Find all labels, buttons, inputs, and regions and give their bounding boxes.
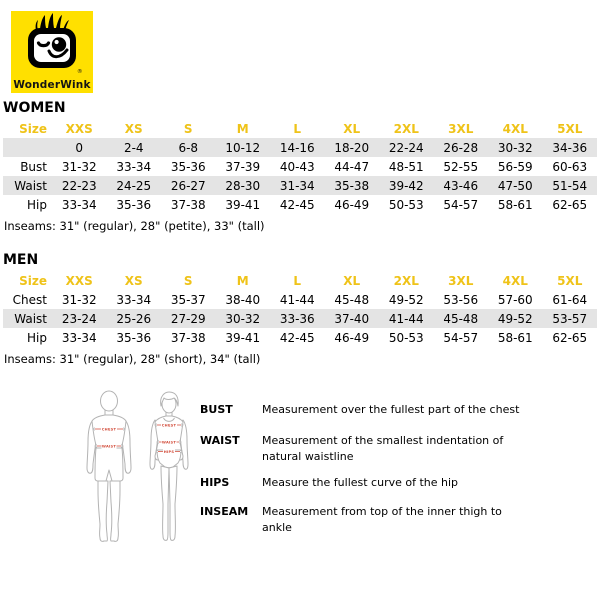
- row-label: Hip: [27, 330, 47, 345]
- male-shorts: [95, 448, 123, 481]
- table-cell: 31-32: [61, 159, 97, 174]
- table-cell: 31-32: [61, 292, 97, 307]
- women-size-table: [3, 119, 597, 214]
- definition-description: Measurement from top of the inner thigh to ankle: [262, 505, 502, 534]
- table-cell: 56-59: [497, 159, 533, 174]
- women-section: [3, 100, 597, 233]
- table-cell: 60-63: [552, 159, 588, 174]
- table-cell: 31-34: [279, 178, 315, 193]
- header-row: [3, 119, 597, 138]
- column-header: M: [236, 121, 249, 136]
- table-row: [3, 138, 597, 157]
- table-cell: 22-24: [388, 140, 424, 155]
- table-cell: 62-65: [552, 330, 588, 345]
- table-cell: 28-30: [225, 178, 261, 193]
- table-cell: 33-34: [116, 159, 152, 174]
- male-waist-label: WAIST: [101, 444, 117, 449]
- table-cell: 26-28: [443, 140, 479, 155]
- table-row: [3, 157, 597, 176]
- table-cell: 61-64: [552, 292, 588, 307]
- table-cell: 0: [75, 140, 84, 155]
- table-cell: 18-20: [334, 140, 370, 155]
- table-cell: 35-36: [116, 197, 152, 212]
- table-cell: 23-24: [61, 311, 97, 326]
- definition-row: [200, 475, 594, 491]
- open-eye-icon: [52, 37, 66, 51]
- definition-description: Measure the fullest curve of the hip: [262, 476, 459, 489]
- female-right-leg: [169, 466, 177, 540]
- measurement-definitions: [200, 402, 594, 551]
- definition-term: WAIST: [200, 434, 240, 447]
- body-measurement-diagram: [70, 388, 205, 560]
- table-cell: 30-32: [225, 311, 261, 326]
- column-header: XL: [343, 273, 361, 288]
- table-cell: 46-49: [334, 330, 370, 345]
- column-header: XXS: [65, 121, 93, 136]
- table-cell: 48-51: [388, 159, 424, 174]
- table-cell: 43-46: [443, 178, 479, 193]
- table-cell: 35-36: [116, 330, 152, 345]
- table-cell: 47-50: [497, 178, 533, 193]
- table-cell: 38-40: [225, 292, 261, 307]
- column-header: S: [183, 273, 193, 288]
- column-header: XL: [343, 121, 361, 136]
- table-cell: 54-57: [443, 330, 479, 345]
- column-header: 3XL: [448, 121, 474, 136]
- row-label: Waist: [14, 311, 47, 326]
- female-waist-label: WAIST: [161, 440, 177, 445]
- column-header: 2XL: [393, 121, 419, 136]
- men-heading: MEN: [3, 252, 39, 268]
- female-chest-label: CHEST: [161, 423, 177, 428]
- men-section: [3, 252, 597, 366]
- table-cell: 50-53: [388, 197, 424, 212]
- table-cell: 50-53: [388, 330, 424, 345]
- male-right-leg: [110, 481, 120, 541]
- table-cell: 14-16: [279, 140, 315, 155]
- male-head: [101, 391, 118, 411]
- table-cell: 37-40: [334, 311, 370, 326]
- definition-description: Measurement over the fullest part of the chest: [262, 403, 520, 416]
- column-header: XS: [124, 121, 143, 136]
- logo-brand-text: WonderWink: [13, 79, 91, 91]
- table-cell: 25-26: [116, 311, 152, 326]
- male-figure: [87, 391, 131, 541]
- definition-row: [200, 504, 594, 536]
- table-cell: 42-45: [279, 330, 315, 345]
- table-cell: 39-41: [225, 330, 261, 345]
- row-label: Chest: [12, 292, 47, 307]
- table-cell: 41-44: [388, 311, 424, 326]
- table-cell: 35-38: [334, 178, 370, 193]
- table-cell: 26-27: [170, 178, 206, 193]
- table-cell: 33-34: [116, 292, 152, 307]
- table-cell: 45-48: [334, 292, 370, 307]
- male-chest-label: CHEST: [101, 427, 117, 432]
- table-row: [3, 176, 597, 195]
- definition-row: [200, 402, 594, 418]
- table-cell: 10-12: [225, 140, 261, 155]
- men-size-table: [3, 271, 597, 347]
- table-cell: 35-37: [170, 292, 206, 307]
- table-cell: 27-29: [170, 311, 206, 326]
- column-header: 4XL: [502, 121, 528, 136]
- table-cell: 53-56: [443, 292, 479, 307]
- female-left-leg: [161, 466, 169, 540]
- women-inseams-note: Inseams: 31" (regular), 28" (petite), 33" (tall): [4, 219, 265, 233]
- table-cell: 35-36: [170, 159, 206, 174]
- table-row: [3, 290, 597, 309]
- column-header: L: [293, 273, 302, 288]
- definition-row: [200, 433, 594, 465]
- table-cell: 33-36: [279, 311, 315, 326]
- table-cell: 62-65: [552, 197, 588, 212]
- column-header: 3XL: [448, 273, 474, 288]
- definition-term: BUST: [200, 403, 233, 416]
- table-cell: 39-41: [225, 197, 261, 212]
- wonderwink-logo: [11, 11, 93, 93]
- column-header: 5XL: [557, 121, 583, 136]
- table-cell: 51-54: [552, 178, 588, 193]
- table-cell: 45-48: [443, 311, 479, 326]
- table-cell: 54-57: [443, 197, 479, 212]
- definition-description: Measurement of the smallest indentation of natural waistline: [262, 434, 504, 463]
- column-header: Size: [19, 273, 47, 288]
- table-cell: 33-34: [61, 197, 97, 212]
- column-header: 5XL: [557, 273, 583, 288]
- table-cell: 42-45: [279, 197, 315, 212]
- table-cell: 58-61: [497, 197, 533, 212]
- column-header: S: [183, 121, 193, 136]
- table-row: [3, 195, 597, 214]
- female-figure: [150, 392, 188, 540]
- table-cell: 37-39: [225, 159, 261, 174]
- column-header: 2XL: [393, 273, 419, 288]
- table-row: [3, 328, 597, 347]
- table-row: [3, 309, 597, 328]
- column-header: XS: [124, 273, 143, 288]
- header-row: [3, 271, 597, 290]
- registered-mark: ®: [77, 69, 83, 75]
- table-cell: 58-61: [497, 330, 533, 345]
- row-label: [3, 138, 52, 157]
- row-label: Bust: [20, 159, 47, 174]
- table-cell: 24-25: [116, 178, 152, 193]
- row-label: Waist: [14, 178, 47, 193]
- table-cell: 6-8: [178, 140, 199, 155]
- table-cell: 40-43: [279, 159, 315, 174]
- row-label: Hip: [27, 197, 47, 212]
- women-heading: WOMEN: [3, 100, 66, 116]
- men-inseams-note: Inseams: 31" (regular), 28" (short), 34" (tall): [4, 352, 261, 366]
- column-header: 4XL: [502, 273, 528, 288]
- column-header: Size: [19, 121, 47, 136]
- table-cell: 39-42: [388, 178, 424, 193]
- table-cell: 34-36: [552, 140, 588, 155]
- female-hips-label: HIPS: [163, 449, 175, 454]
- table-cell: 53-57: [552, 311, 588, 326]
- table-cell: 37-38: [170, 330, 206, 345]
- table-cell: 33-34: [61, 330, 97, 345]
- eye-highlight: [55, 40, 59, 44]
- column-header: L: [293, 121, 302, 136]
- table-cell: 44-47: [334, 159, 370, 174]
- table-cell: 22-23: [61, 178, 97, 193]
- table-cell: 37-38: [170, 197, 206, 212]
- definition-term: HIPS: [200, 476, 230, 489]
- table-cell: 2-4: [123, 140, 144, 155]
- column-header: XXS: [65, 273, 93, 288]
- column-header: M: [236, 273, 249, 288]
- table-cell: 52-55: [443, 159, 479, 174]
- table-cell: 30-32: [497, 140, 533, 155]
- table-cell: 49-52: [497, 311, 533, 326]
- definition-term: INSEAM: [200, 505, 249, 518]
- table-cell: 49-52: [388, 292, 424, 307]
- male-left-leg: [98, 481, 108, 541]
- table-cell: 41-44: [279, 292, 315, 307]
- table-cell: 57-60: [497, 292, 533, 307]
- table-cell: 46-49: [334, 197, 370, 212]
